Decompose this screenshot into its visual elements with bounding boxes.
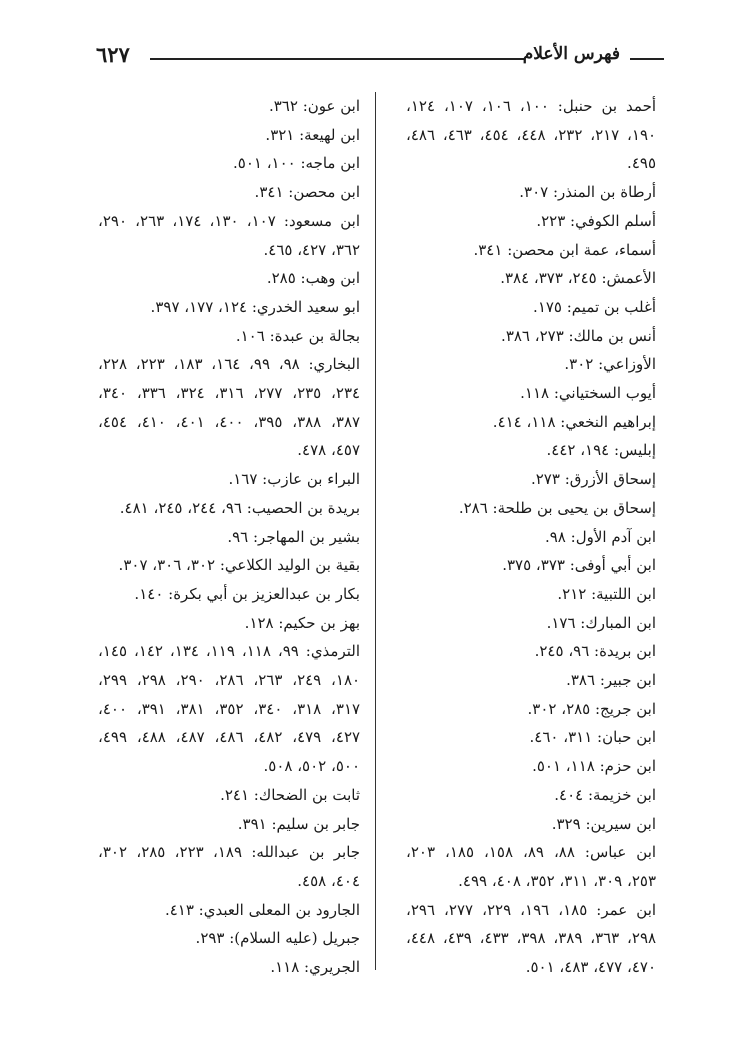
- index-entry: بشير بن المهاجر: ٩٦.: [227, 527, 360, 546]
- index-entry: الأوزاعي: ٣٠٢.: [564, 355, 656, 374]
- index-entry: ابن حزم: ١١٨، ٥٠١.: [532, 757, 656, 776]
- index-entry: ابن خزيمة: ٤٠٤.: [554, 785, 656, 804]
- index-entry: جبريل (عليه السلام): ٢٩٣.: [195, 929, 360, 948]
- index-entry: ابن لهيعة: ٣٢١.: [265, 125, 360, 144]
- index-entry: ابو سعيد الخدري: ١٢٤، ١٧٧، ٣٩٧.: [150, 297, 360, 316]
- index-entry: إسحاق الأزرق: ٢٧٣.: [530, 470, 656, 489]
- index-entry: ابن سيرين: ٣٢٩.: [551, 814, 656, 833]
- index-entry: ابن بريدة: ٩٦، ٢٤٥.: [534, 642, 656, 661]
- index-entry: ابن محصن: ٣٤١.: [254, 183, 360, 202]
- index-entry: أسلم الكوفي: ٢٢٣.: [536, 211, 656, 230]
- index-entry: جابر بن عبدالله: ١٨٩، ٢٢٣، ٢٨٥، ٣٠٢، ٤٠٤، ٤٥٨.: [98, 843, 361, 890]
- index-entry: إبليس: ١٩٤، ٤٤٢.: [546, 441, 656, 460]
- index-entry: ابن جريج: ٢٨٥، ٣٠٢.: [527, 699, 656, 718]
- index-column-left: [98, 92, 360, 982]
- index-entry: ابن وهب: ٢٨٥.: [266, 269, 360, 288]
- index-entry: البراء بن عازب: ١٦٧.: [228, 470, 360, 489]
- index-entry: الجريري: ١١٨.: [270, 958, 360, 977]
- index-entry: الجارود بن المعلى العبدي: ٤١٣.: [164, 900, 360, 919]
- page-number: ٦٢٧: [96, 42, 130, 67]
- index-entry: ابن عباس: ٨٨، ٨٩، ١٥٨، ١٨٥، ٢٠٣، ٢٥٣، ٣٠٩، ٣١١، ٣٥٢، ٤٠٨، ٤٩٩.: [406, 843, 657, 890]
- index-entry: أغلب بن تميم: ١٧٥.: [533, 297, 656, 316]
- header-rule-right: [630, 58, 664, 60]
- column-divider: [375, 92, 376, 970]
- index-entry: إسحاق بن يحيى بن طلحة: ٢٨٦.: [458, 498, 656, 517]
- index-entry: الأعمش: ٢٤٥، ٣٧٣، ٣٨٤.: [500, 269, 656, 288]
- index-entry: إبراهيم النخعي: ١١٨، ٤١٤.: [492, 412, 656, 431]
- index-entry: بريدة بن الحصيب: ٩٦، ٢٤٤، ٢٤٥، ٤٨١.: [119, 498, 360, 517]
- index-entry: أحمد بن حنبل: ١٠٠، ١٠٦، ١٠٧، ١٢٤، ١٩٠، ٢١٧، ٢٣٢، ٤٤٨، ٤٥٤، ٤٦٣، ٤٨٦، ٤٩٥.: [406, 97, 657, 173]
- index-entry: ابن عون: ٣٦٢.: [268, 97, 360, 115]
- page-header: [96, 40, 664, 76]
- index-entry: بقية بن الوليد الكلاعي: ٣٠٢، ٣٠٦، ٣٠٧.: [118, 556, 360, 575]
- index-entry: الترمذي: ٩٩، ١١٨، ١١٩، ١٣٤، ١٤٢، ١٤٥، ١٨٠، ٢٤٩، ٢٦٣، ٢٨٦، ٢٩٠، ٢٩٨، ٢٩٩، ٣١٧، ٣١٨، ٣٤٠، ٣٥٢، ٣٨١، ٣٩١، ٤٠٠، ٤٢٧، ٤٧٩، ٤٨٢، ٤٨٦، ٤٨٧، ٤٨٨، ٤٩٩، ٥٠٠، ٥٠٢، ٥٠٨.: [98, 642, 361, 776]
- index-entry: جابر بن سليم: ٣٩١.: [237, 814, 360, 833]
- index-entry: بجالة بن عبدة: ١٠٦.: [235, 326, 360, 345]
- index-entry: ثابت بن الضحاك: ٢٤١.: [220, 785, 360, 804]
- index-entry: ابن عمر: ١٨٥، ١٩٦، ٢٢٩، ٢٧٧، ٢٩٦، ٢٩٨، ٣٦٣، ٣٨٩، ٣٩٨، ٤٣٣، ٤٣٩، ٤٤٨، ٤٧٠، ٤٧٧، ٤٨٣، ٥٠١.: [406, 900, 657, 977]
- index-column-right: [406, 92, 656, 982]
- index-entry: أسماء، عمة ابن محصن: ٣٤١.: [473, 240, 656, 259]
- index-entry: البخاري: ٩٨، ٩٩، ١٦٤، ١٨٣، ٢٢٣، ٢٢٨، ٢٣٤، ٢٣٥، ٢٧٧، ٣١٦، ٣٢٤، ٣٣٦، ٣٤٠، ٣٨٧، ٣٨٨، ٣٩٥، ٤٠٠، ٤٠١، ٤١٠، ٤٥٤، ٤٥٧، ٤٧٨.: [98, 355, 361, 460]
- index-entry: ابن جبير: ٣٨٦.: [566, 671, 656, 690]
- index-entry: ابن المبارك: ١٧٦.: [546, 613, 656, 632]
- index-entry: ابن مسعود: ١٠٧، ١٣٠، ١٧٤، ٢٦٣، ٢٩٠، ٣٦٢، ٤٢٧، ٤٦٥.: [98, 211, 361, 259]
- header-rule-left: [150, 58, 524, 60]
- index-entry: بهز بن حكيم: ١٢٨.: [244, 613, 360, 632]
- index-entry: ابن آدم الأول: ٩٨.: [544, 527, 656, 546]
- index-entry: أرطاة بن المنذر: ٣٠٧.: [519, 183, 656, 202]
- page-title: فهرس الأعلام: [522, 44, 620, 64]
- index-entry: أنس بن مالك: ٢٧٣، ٣٨٦.: [501, 326, 656, 345]
- index-entry: ابن أبي أوفى: ٣٧٣، ٣٧٥.: [502, 556, 656, 575]
- index-entry: ابن اللتبية: ٢١٢.: [557, 584, 656, 603]
- index-entry: ابن حبان: ٣١١، ٤٦٠.: [529, 728, 656, 747]
- index-entry: ابن ماجه: ١٠٠، ٥٠١.: [232, 154, 360, 173]
- index-entry: بكار بن عبدالعزيز بن أبي بكرة: ١٤٠.: [134, 584, 360, 603]
- index-entry: أيوب السختياني: ١١٨.: [520, 384, 656, 403]
